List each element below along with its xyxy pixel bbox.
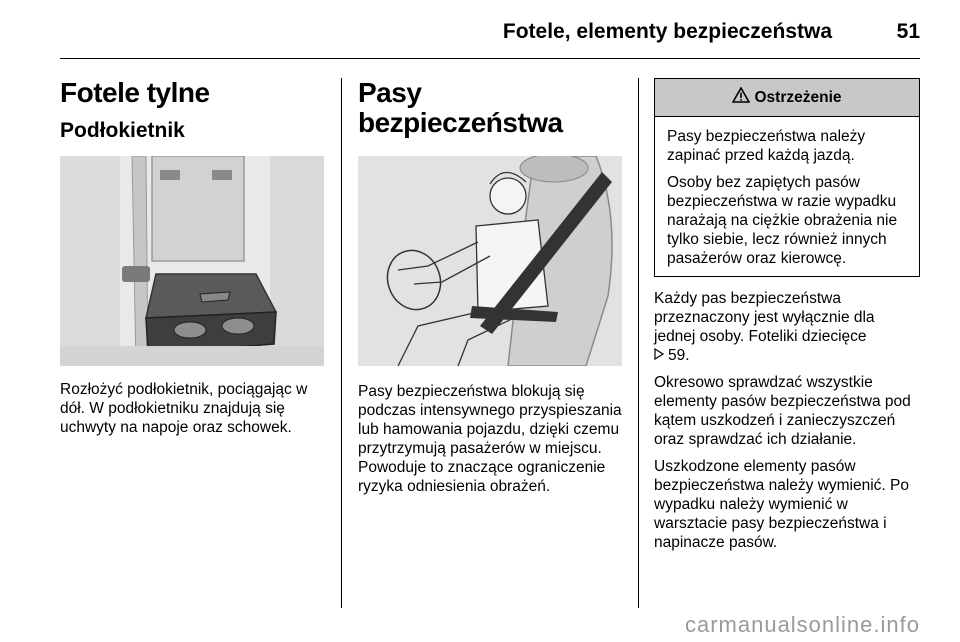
armrest-description: Rozłożyć podłokietnik, pociągając w dół. W podłokietniku znajdują się uchwyty na napoje oraz schowek. — [60, 381, 308, 436]
paragraph-one-person-text: Każdy pas bezpieczeństwa przeznaczony jest wyłącznie dla jednej osoby. Foteliki dziecięce — [654, 290, 875, 345]
section-heading-rear-seats: Fotele tylne — [60, 77, 210, 108]
seat-belt-illustration — [358, 156, 622, 366]
page-reference-link[interactable]: 59. — [668, 347, 690, 364]
seat-belt-description: Pasy bezpieczeństwa blokują się podczas intensywnego przyspieszania lub hamowania pojazdu, dzięki czemu przytrzymują pasażerów w miejscu. Powoduje to znaczące ograniczenie ryzyka odniesienia obrażeń. — [358, 383, 622, 495]
page-reference-arrow-icon — [654, 346, 668, 365]
paragraph-one-person — [654, 289, 920, 365]
right-column-text — [654, 289, 920, 552]
column-divider-1 — [341, 78, 342, 608]
armrest-illustration — [60, 156, 324, 366]
warning-paragraph: Osoby bez zapiętych pasów bezpieczeństwa w razie wypadku narażają na ciężkie obrażenia nie tylko siebie, lecz również innych pasażerów oraz kierowcę. — [667, 174, 898, 267]
page-header — [60, 14, 920, 54]
header-rule — [60, 58, 920, 59]
header-title: Fotele, elementy bezpieczeństwa — [502, 20, 832, 43]
paragraph-inspection: Okresowo sprawdzać wszystkie elementy pasów bezpieczeństwa pod kątem uszkodzeń i zanieczyszczeń oraz sprawdzać ich działanie. — [654, 374, 911, 448]
middle-column — [358, 78, 622, 496]
warning-body — [655, 117, 919, 276]
warning-title: Ostrzeżenie — [754, 88, 842, 106]
paragraph-replacement: Uszkodzone elementy pasów bezpieczeństwa należy wymienić. Po wypadku należy wymienić w warsztacie pasy bezpieczeństwa i napinacze pasów. — [654, 458, 910, 551]
warning-triangle-icon — [732, 87, 754, 108]
warning-box — [654, 78, 920, 277]
subheading-armrest: Podłokietnik — [60, 119, 185, 142]
right-column — [654, 78, 920, 560]
watermark-text: carmanualsonline.info — [684, 612, 920, 637]
page-number: 51 — [896, 20, 920, 43]
section-heading-seat-belts: Pasy bezpieczeństwa — [358, 77, 563, 138]
warning-header — [655, 79, 919, 117]
warning-paragraph: Pasy bezpieczeństwa należy zapinać przed każdą jazdą. — [667, 128, 866, 164]
left-column — [60, 78, 324, 437]
column-divider-2 — [638, 78, 639, 608]
